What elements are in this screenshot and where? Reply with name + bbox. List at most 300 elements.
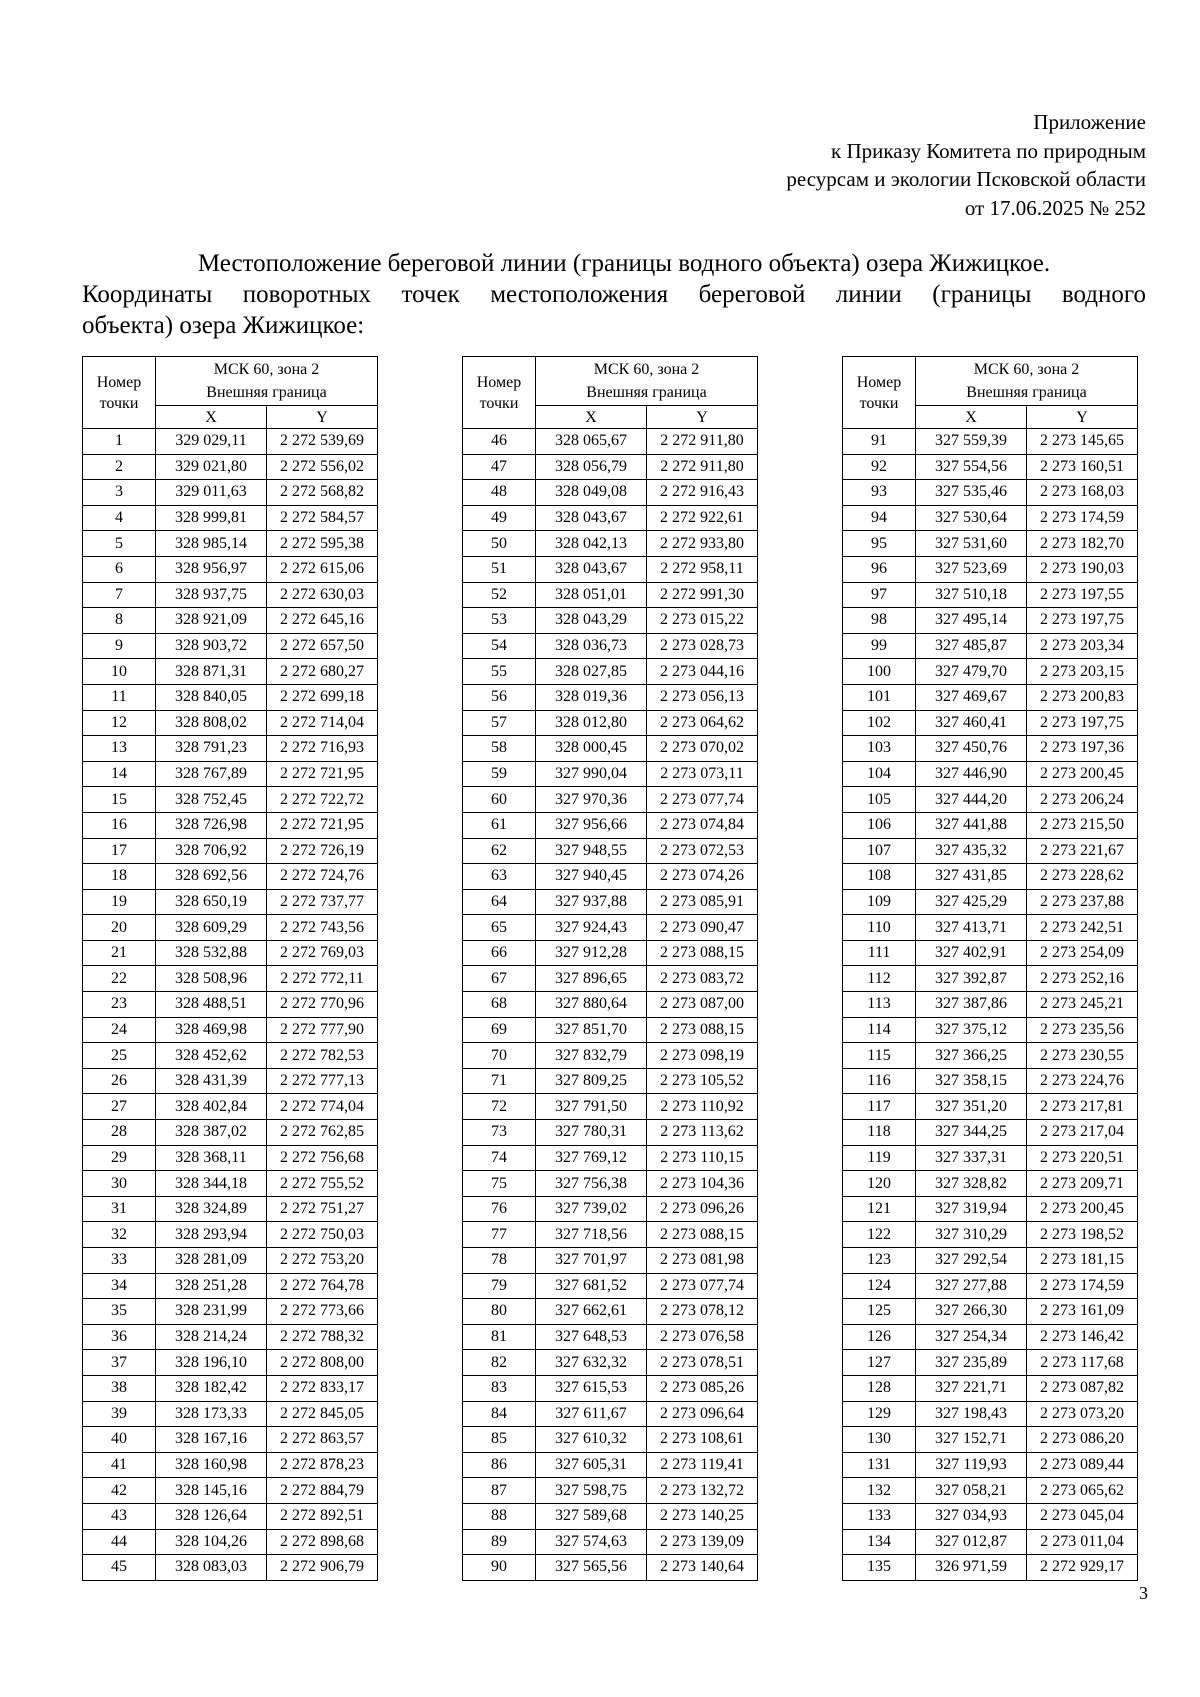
x-coordinate-cell: 327 444,20 <box>916 787 1027 813</box>
point-number-cell: 7 <box>83 582 156 608</box>
point-number-cell: 120 <box>843 1171 916 1197</box>
table-row <box>463 556 758 582</box>
coordinates-table-2 <box>462 356 758 1581</box>
point-number-cell: 59 <box>463 761 536 787</box>
y-coordinate-cell: 2 272 556,02 <box>267 454 378 480</box>
point-number-cell: 102 <box>843 710 916 736</box>
point-number-cell: 121 <box>843 1196 916 1222</box>
x-coordinate-cell: 328 049,08 <box>536 480 647 506</box>
title-line-1: Местоположение береговой линии (границы водного объекта) озера Жижицкое. <box>197 250 1051 277</box>
y-coordinate-cell: 2 273 245,21 <box>1027 992 1138 1018</box>
y-coordinate-cell: 2 272 762,85 <box>267 1120 378 1146</box>
y-coordinate-cell: 2 273 217,81 <box>1027 1094 1138 1120</box>
x-coordinate-cell: 327 460,41 <box>916 710 1027 736</box>
y-coordinate-cell: 2 273 242,51 <box>1027 915 1138 941</box>
table-row <box>463 1094 758 1120</box>
table-row <box>463 1171 758 1197</box>
y-coordinate-cell: 2 273 088,15 <box>647 940 758 966</box>
point-number-cell: 48 <box>463 480 536 506</box>
y-coordinate-cell: 2 273 096,26 <box>647 1196 758 1222</box>
table-row <box>463 1324 758 1350</box>
x-coordinate-cell: 327 948,55 <box>536 838 647 864</box>
x-coordinate-cell: 328 167,16 <box>156 1427 267 1453</box>
point-number-cell: 54 <box>463 633 536 659</box>
table-row <box>843 1478 1138 1504</box>
x-coordinate-cell: 327 632,32 <box>536 1350 647 1376</box>
coordinate-system-header <box>916 357 1138 406</box>
coordinate-system-label: МСК 60, зона 2 <box>593 361 700 378</box>
table-row <box>843 1350 1138 1376</box>
point-number-cell: 128 <box>843 1375 916 1401</box>
y-coordinate-cell: 2 273 197,75 <box>1027 608 1138 634</box>
y-column-header: Y <box>1027 406 1138 429</box>
x-coordinate-cell: 328 767,89 <box>156 761 267 787</box>
table-row <box>83 1017 378 1043</box>
y-coordinate-cell: 2 272 714,04 <box>267 710 378 736</box>
point-number-cell: 124 <box>843 1273 916 1299</box>
boundary-type-label: Внешняя граница <box>206 384 327 401</box>
y-coordinate-cell: 2 272 916,43 <box>647 480 758 506</box>
table-row <box>463 633 758 659</box>
x-coordinate-cell: 328 065,67 <box>536 429 647 455</box>
table-row <box>83 915 378 941</box>
x-coordinate-cell: 328 452,62 <box>156 1043 267 1069</box>
table-row <box>843 1068 1138 1094</box>
y-coordinate-cell: 2 273 074,84 <box>647 812 758 838</box>
point-number-cell: 18 <box>83 864 156 890</box>
y-coordinate-cell: 2 273 237,88 <box>1027 889 1138 915</box>
point-number-cell: 62 <box>463 838 536 864</box>
x-coordinate-cell: 328 431,39 <box>156 1068 267 1094</box>
point-number-cell: 91 <box>843 429 916 455</box>
y-coordinate-cell: 2 272 933,80 <box>647 531 758 557</box>
y-coordinate-cell: 2 272 645,16 <box>267 608 378 634</box>
x-coordinate-cell: 327 648,53 <box>536 1324 647 1350</box>
table-row <box>83 812 378 838</box>
y-coordinate-cell: 2 273 044,16 <box>647 659 758 685</box>
x-coordinate-cell: 328 214,24 <box>156 1324 267 1350</box>
y-coordinate-cell: 2 273 161,09 <box>1027 1299 1138 1325</box>
point-number-cell: 5 <box>83 531 156 557</box>
table-row <box>83 1529 378 1555</box>
y-coordinate-cell: 2 273 077,74 <box>647 1273 758 1299</box>
y-coordinate-cell: 2 273 174,59 <box>1027 505 1138 531</box>
point-number-cell: 85 <box>463 1427 536 1453</box>
table-row <box>463 1248 758 1274</box>
table-row <box>843 1401 1138 1427</box>
y-coordinate-cell: 2 273 110,92 <box>647 1094 758 1120</box>
y-coordinate-cell: 2 272 777,13 <box>267 1068 378 1094</box>
y-coordinate-cell: 2 273 088,15 <box>647 1017 758 1043</box>
table-row <box>463 1120 758 1146</box>
point-number-cell: 111 <box>843 940 916 966</box>
y-coordinate-cell: 2 273 203,34 <box>1027 633 1138 659</box>
x-coordinate-cell: 328 051,01 <box>536 582 647 608</box>
point-number-cell: 11 <box>83 684 156 710</box>
x-coordinate-cell: 327 413,71 <box>916 915 1027 941</box>
table-row <box>463 915 758 941</box>
y-coordinate-cell: 2 273 209,71 <box>1027 1171 1138 1197</box>
point-number-cell: 84 <box>463 1401 536 1427</box>
y-coordinate-cell: 2 273 105,52 <box>647 1068 758 1094</box>
point-number-cell: 6 <box>83 556 156 582</box>
x-coordinate-cell: 327 523,69 <box>916 556 1027 582</box>
table-row <box>843 1120 1138 1146</box>
y-coordinate-cell: 2 273 197,75 <box>1027 710 1138 736</box>
x-coordinate-cell: 328 692,56 <box>156 864 267 890</box>
y-coordinate-cell: 2 272 769,03 <box>267 940 378 966</box>
table-row <box>843 966 1138 992</box>
x-coordinate-cell: 327 425,29 <box>916 889 1027 915</box>
table-row <box>843 1273 1138 1299</box>
x-coordinate-cell: 328 985,14 <box>156 531 267 557</box>
y-coordinate-cell: 2 273 076,58 <box>647 1324 758 1350</box>
y-coordinate-cell: 2 273 083,72 <box>647 966 758 992</box>
table-row <box>463 966 758 992</box>
x-coordinate-cell: 328 182,42 <box>156 1375 267 1401</box>
y-coordinate-cell: 2 272 845,05 <box>267 1401 378 1427</box>
x-coordinate-cell: 328 196,10 <box>156 1350 267 1376</box>
x-coordinate-cell: 327 559,39 <box>916 429 1027 455</box>
x-coordinate-cell: 328 469,98 <box>156 1017 267 1043</box>
x-coordinate-cell: 328 871,31 <box>156 659 267 685</box>
point-number-cell: 73 <box>463 1120 536 1146</box>
point-number-cell: 64 <box>463 889 536 915</box>
y-coordinate-cell: 2 273 087,82 <box>1027 1375 1138 1401</box>
x-coordinate-cell: 327 375,12 <box>916 1017 1027 1043</box>
point-number-cell: 106 <box>843 812 916 838</box>
y-coordinate-cell: 2 273 217,04 <box>1027 1120 1138 1146</box>
x-coordinate-cell: 327 012,87 <box>916 1529 1027 1555</box>
y-coordinate-cell: 2 273 181,15 <box>1027 1248 1138 1274</box>
table-row <box>83 1068 378 1094</box>
y-coordinate-cell: 2 273 088,15 <box>647 1222 758 1248</box>
point-number-cell: 118 <box>843 1120 916 1146</box>
x-coordinate-cell: 328 145,16 <box>156 1478 267 1504</box>
point-number-cell: 8 <box>83 608 156 634</box>
table-row <box>83 556 378 582</box>
x-coordinate-cell: 328 344,18 <box>156 1171 267 1197</box>
point-number-cell: 98 <box>843 608 916 634</box>
point-number-cell: 80 <box>463 1299 536 1325</box>
x-coordinate-cell: 327 266,30 <box>916 1299 1027 1325</box>
y-coordinate-cell: 2 273 140,64 <box>647 1555 758 1581</box>
table-row <box>83 1094 378 1120</box>
x-coordinate-cell: 329 011,63 <box>156 480 267 506</box>
point-number-cell: 57 <box>463 710 536 736</box>
y-coordinate-cell: 2 272 922,61 <box>647 505 758 531</box>
x-coordinate-cell: 328 488,51 <box>156 992 267 1018</box>
x-coordinate-cell: 328 609,29 <box>156 915 267 941</box>
point-number-cell: 123 <box>843 1248 916 1274</box>
point-number-cell: 86 <box>463 1452 536 1478</box>
x-coordinate-cell: 327 610,32 <box>536 1427 647 1453</box>
table-row <box>83 1299 378 1325</box>
x-coordinate-cell: 327 328,82 <box>916 1171 1027 1197</box>
point-number-cell: 39 <box>83 1401 156 1427</box>
x-coordinate-cell: 328 903,72 <box>156 633 267 659</box>
x-coordinate-cell: 328 402,84 <box>156 1094 267 1120</box>
point-number-cell: 29 <box>83 1145 156 1171</box>
point-number-header: Номер точки <box>843 357 916 429</box>
table-row <box>83 659 378 685</box>
x-coordinate-cell: 329 021,80 <box>156 454 267 480</box>
y-coordinate-cell: 2 273 078,12 <box>647 1299 758 1325</box>
y-coordinate-cell: 2 272 958,11 <box>647 556 758 582</box>
x-column-header: X <box>916 406 1027 429</box>
point-number-cell: 43 <box>83 1503 156 1529</box>
x-coordinate-cell: 327 681,52 <box>536 1273 647 1299</box>
table-row <box>83 992 378 1018</box>
y-coordinate-cell: 2 272 788,32 <box>267 1324 378 1350</box>
point-number-cell: 83 <box>463 1375 536 1401</box>
y-coordinate-cell: 2 273 182,70 <box>1027 531 1138 557</box>
x-coordinate-cell: 327 611,67 <box>536 1401 647 1427</box>
point-number-cell: 92 <box>843 454 916 480</box>
x-coordinate-cell: 328 650,19 <box>156 889 267 915</box>
point-number-cell: 31 <box>83 1196 156 1222</box>
table-row <box>843 889 1138 915</box>
coordinate-system-label: МСК 60, зона 2 <box>213 361 320 378</box>
y-coordinate-cell: 2 273 230,55 <box>1027 1043 1138 1069</box>
x-coordinate-cell: 327 912,28 <box>536 940 647 966</box>
table-row <box>843 531 1138 557</box>
x-coordinate-cell: 327 718,56 <box>536 1222 647 1248</box>
point-number-header: Номер точки <box>83 357 156 429</box>
x-coordinate-cell: 327 435,32 <box>916 838 1027 864</box>
x-coordinate-cell: 327 598,75 <box>536 1478 647 1504</box>
y-coordinate-cell: 2 273 119,41 <box>647 1452 758 1478</box>
table-row <box>843 787 1138 813</box>
point-number-cell: 17 <box>83 838 156 864</box>
x-coordinate-cell: 328 387,02 <box>156 1120 267 1146</box>
y-coordinate-cell: 2 273 132,72 <box>647 1478 758 1504</box>
x-coordinate-cell: 328 019,36 <box>536 684 647 710</box>
point-number-cell: 109 <box>843 889 916 915</box>
table-row <box>83 1375 378 1401</box>
point-number-cell: 9 <box>83 633 156 659</box>
point-number-cell: 100 <box>843 659 916 685</box>
table-row <box>83 1043 378 1069</box>
table-row <box>843 1248 1138 1274</box>
order-date-number: от 17.06.2025 № 252 <box>964 195 1146 220</box>
table-row <box>463 812 758 838</box>
point-number-cell: 38 <box>83 1375 156 1401</box>
y-coordinate-cell: 2 272 743,56 <box>267 915 378 941</box>
y-coordinate-cell: 2 273 200,83 <box>1027 684 1138 710</box>
table-row <box>83 505 378 531</box>
table-row <box>843 582 1138 608</box>
table-row <box>843 1017 1138 1043</box>
x-coordinate-cell: 328 293,94 <box>156 1222 267 1248</box>
table-row <box>463 454 758 480</box>
y-coordinate-cell: 2 272 756,68 <box>267 1145 378 1171</box>
table-row <box>83 736 378 762</box>
y-coordinate-cell: 2 272 716,93 <box>267 736 378 762</box>
table-row <box>843 1299 1138 1325</box>
y-coordinate-cell: 2 272 773,66 <box>267 1299 378 1325</box>
y-coordinate-cell: 2 272 755,52 <box>267 1171 378 1197</box>
point-number-cell: 50 <box>463 531 536 557</box>
y-coordinate-cell: 2 272 737,77 <box>267 889 378 915</box>
y-coordinate-cell: 2 272 753,20 <box>267 1248 378 1274</box>
point-number-cell: 114 <box>843 1017 916 1043</box>
point-number-cell: 4 <box>83 505 156 531</box>
point-number-cell: 115 <box>843 1043 916 1069</box>
point-number-cell: 63 <box>463 864 536 890</box>
table-row <box>843 608 1138 634</box>
point-number-cell: 130 <box>843 1427 916 1453</box>
point-number-cell: 117 <box>843 1094 916 1120</box>
y-coordinate-cell: 2 273 113,62 <box>647 1120 758 1146</box>
y-coordinate-cell: 2 272 911,80 <box>647 429 758 455</box>
y-coordinate-cell: 2 272 615,06 <box>267 556 378 582</box>
y-coordinate-cell: 2 272 630,03 <box>267 582 378 608</box>
point-number-cell: 75 <box>463 1171 536 1197</box>
document-title <box>82 248 1146 341</box>
point-number-cell: 22 <box>83 966 156 992</box>
y-coordinate-cell: 2 273 215,50 <box>1027 812 1138 838</box>
y-coordinate-cell: 2 273 139,09 <box>647 1529 758 1555</box>
y-coordinate-cell: 2 273 220,51 <box>1027 1145 1138 1171</box>
table-row <box>843 1043 1138 1069</box>
y-coordinate-cell: 2 273 064,62 <box>647 710 758 736</box>
table-row <box>843 1171 1138 1197</box>
table-row <box>83 1478 378 1504</box>
point-number-cell: 82 <box>463 1350 536 1376</box>
x-coordinate-cell: 327 319,94 <box>916 1196 1027 1222</box>
x-coordinate-cell: 328 036,73 <box>536 633 647 659</box>
x-coordinate-cell: 327 780,31 <box>536 1120 647 1146</box>
table-row <box>463 992 758 1018</box>
y-coordinate-cell: 2 273 073,20 <box>1027 1401 1138 1427</box>
x-coordinate-cell: 327 446,90 <box>916 761 1027 787</box>
x-coordinate-cell: 327 896,65 <box>536 966 647 992</box>
y-coordinate-cell: 2 273 104,36 <box>647 1171 758 1197</box>
x-coordinate-cell: 328 160,98 <box>156 1452 267 1478</box>
point-number-cell: 45 <box>83 1555 156 1581</box>
y-coordinate-cell: 2 272 833,17 <box>267 1375 378 1401</box>
point-number-cell: 99 <box>843 633 916 659</box>
x-coordinate-cell: 328 999,81 <box>156 505 267 531</box>
y-coordinate-cell: 2 272 911,80 <box>647 454 758 480</box>
y-coordinate-cell: 2 273 235,56 <box>1027 1017 1138 1043</box>
point-number-cell: 125 <box>843 1299 916 1325</box>
x-coordinate-cell: 328 251,28 <box>156 1273 267 1299</box>
table-row <box>83 1503 378 1529</box>
point-number-cell: 20 <box>83 915 156 941</box>
point-number-cell: 19 <box>83 889 156 915</box>
point-number-cell: 44 <box>83 1529 156 1555</box>
y-coordinate-cell: 2 273 206,24 <box>1027 787 1138 813</box>
point-number-cell: 81 <box>463 1324 536 1350</box>
y-coordinate-cell: 2 272 539,69 <box>267 429 378 455</box>
x-coordinate-cell: 328 083,03 <box>156 1555 267 1581</box>
y-coordinate-cell: 2 273 145,65 <box>1027 429 1138 455</box>
point-number-cell: 132 <box>843 1478 916 1504</box>
x-coordinate-cell: 328 043,67 <box>536 505 647 531</box>
table-row <box>83 608 378 634</box>
y-coordinate-cell: 2 272 721,95 <box>267 812 378 838</box>
table-row <box>83 761 378 787</box>
table-row <box>83 1350 378 1376</box>
x-coordinate-cell: 327 739,02 <box>536 1196 647 1222</box>
x-coordinate-cell: 328 000,45 <box>536 736 647 762</box>
x-coordinate-cell: 328 281,09 <box>156 1248 267 1274</box>
y-coordinate-cell: 2 273 228,62 <box>1027 864 1138 890</box>
y-coordinate-cell: 2 272 878,23 <box>267 1452 378 1478</box>
x-coordinate-cell: 327 851,70 <box>536 1017 647 1043</box>
y-coordinate-cell: 2 273 096,64 <box>647 1401 758 1427</box>
point-number-cell: 119 <box>843 1145 916 1171</box>
title-line-3: объекта) озера Жижицкое: <box>82 312 365 339</box>
point-number-cell: 135 <box>843 1555 916 1581</box>
x-coordinate-cell: 328 231,99 <box>156 1299 267 1325</box>
x-coordinate-cell: 328 508,96 <box>156 966 267 992</box>
point-number-cell: 28 <box>83 1120 156 1146</box>
table-row <box>463 1555 758 1581</box>
table-row <box>463 608 758 634</box>
point-number-cell: 1 <box>83 429 156 455</box>
table-row <box>463 761 758 787</box>
table-row <box>83 1273 378 1299</box>
y-coordinate-cell: 2 273 078,51 <box>647 1350 758 1376</box>
order-reference-line2: ресурсам и экологии Псковской области <box>786 167 1146 191</box>
table-row <box>463 1043 758 1069</box>
point-number-cell: 116 <box>843 1068 916 1094</box>
table-row <box>83 1555 378 1581</box>
y-coordinate-cell: 2 272 772,11 <box>267 966 378 992</box>
point-number-cell: 24 <box>83 1017 156 1043</box>
point-number-cell: 110 <box>843 915 916 941</box>
point-number-cell: 134 <box>843 1529 916 1555</box>
table-row <box>843 1529 1138 1555</box>
point-number-cell: 133 <box>843 1503 916 1529</box>
point-number-cell: 26 <box>83 1068 156 1094</box>
point-number-cell: 127 <box>843 1350 916 1376</box>
point-number-cell: 67 <box>463 966 536 992</box>
x-coordinate-cell: 328 808,02 <box>156 710 267 736</box>
table-row <box>843 864 1138 890</box>
x-coordinate-cell: 328 012,80 <box>536 710 647 736</box>
table-row <box>463 864 758 890</box>
point-number-cell: 36 <box>83 1324 156 1350</box>
table-row <box>83 1145 378 1171</box>
x-coordinate-cell: 327 387,86 <box>916 992 1027 1018</box>
x-coordinate-cell: 326 971,59 <box>916 1555 1027 1581</box>
table-row <box>83 864 378 890</box>
point-number-cell: 70 <box>463 1043 536 1069</box>
table-row <box>83 582 378 608</box>
table-row <box>843 633 1138 659</box>
point-number-cell: 13 <box>83 736 156 762</box>
y-coordinate-cell: 2 272 906,79 <box>267 1555 378 1581</box>
y-coordinate-cell: 2 272 764,78 <box>267 1273 378 1299</box>
header-row <box>83 357 378 406</box>
table-row <box>463 684 758 710</box>
table-row <box>843 710 1138 736</box>
point-number-cell: 108 <box>843 864 916 890</box>
x-coordinate-cell: 328 937,75 <box>156 582 267 608</box>
table-row <box>843 1375 1138 1401</box>
point-number-cell: 95 <box>843 531 916 557</box>
table-row <box>843 659 1138 685</box>
y-coordinate-cell: 2 273 072,53 <box>647 838 758 864</box>
table-row <box>463 659 758 685</box>
y-coordinate-cell: 2 272 721,95 <box>267 761 378 787</box>
y-coordinate-cell: 2 273 140,25 <box>647 1503 758 1529</box>
x-coordinate-cell: 327 701,97 <box>536 1248 647 1274</box>
